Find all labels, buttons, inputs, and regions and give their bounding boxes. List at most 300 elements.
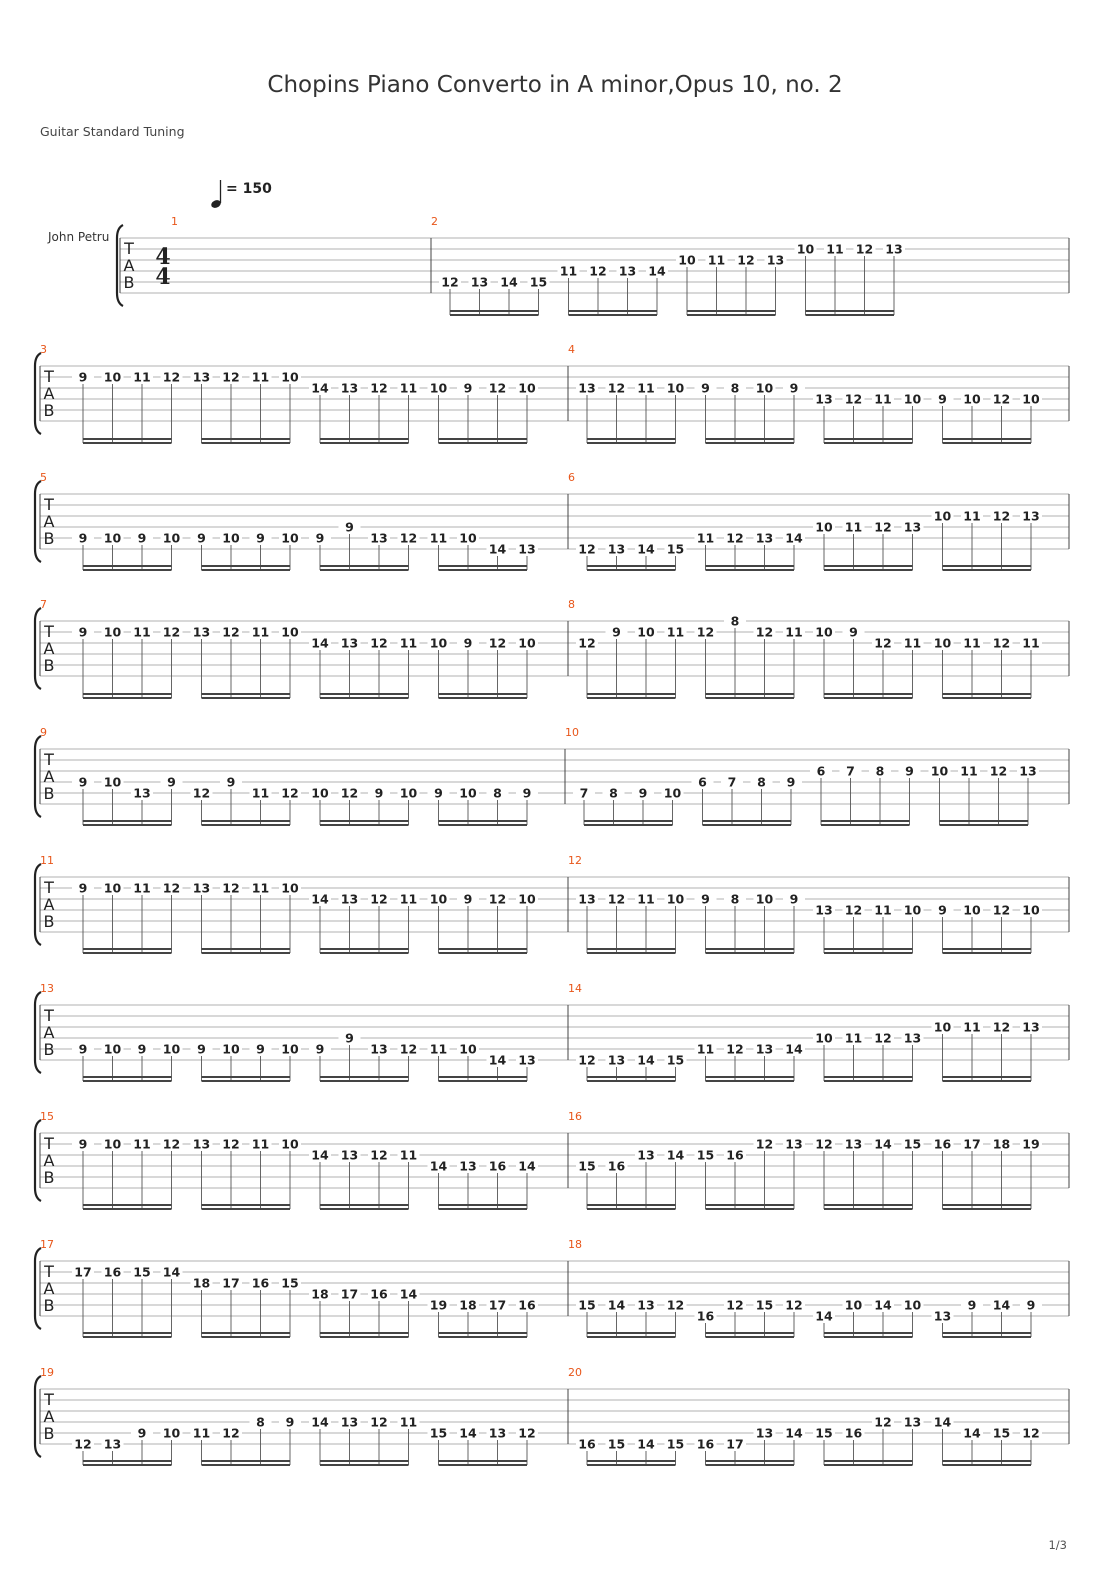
tab-letter-a: A — [43, 1279, 55, 1298]
fret-number: 11 — [251, 880, 270, 896]
fret-number: 10 — [903, 391, 922, 407]
fret-number: 10 — [162, 1425, 181, 1441]
fret-number: 11 — [963, 508, 981, 524]
tab-letter-b: B — [43, 1040, 55, 1059]
fret-number: 15 — [815, 1425, 833, 1441]
fret-number: 8 — [757, 774, 766, 790]
fret-number: 12 — [370, 1414, 388, 1430]
fret-number: 16 — [844, 1425, 863, 1441]
fret-number: 9 — [315, 1041, 325, 1057]
fret-number: 17 — [726, 1436, 744, 1452]
fret-number: 16 — [488, 1158, 507, 1174]
fret-number: 12 — [726, 1041, 744, 1057]
time-signature-bottom: 4 — [155, 264, 171, 290]
tempo-marking: = 150 — [226, 181, 272, 197]
fret-number: 10 — [103, 774, 122, 790]
fret-number: 14 — [785, 1041, 803, 1057]
fret-number: 11 — [192, 1425, 211, 1441]
fret-number: 12 — [222, 1136, 240, 1152]
fret-number: 14 — [399, 1286, 418, 1302]
fret-number: 10 — [281, 1041, 299, 1057]
fret-number: 13 — [578, 380, 596, 396]
fret-number: 15 — [666, 1052, 685, 1068]
fret-number: 11 — [696, 530, 715, 546]
fret-number: 15 — [696, 1147, 715, 1163]
fret-number: 11 — [637, 380, 655, 396]
fret-number: 14 — [162, 1264, 181, 1280]
fret-number: 11 — [960, 763, 978, 779]
fret-number: 10 — [844, 1297, 863, 1313]
fret-number: 12 — [992, 635, 1011, 651]
fret-number: 14 — [429, 1158, 448, 1174]
fret-number: 9 — [137, 1041, 147, 1057]
fret-number: 13 — [785, 1136, 803, 1152]
fret-number: 12 — [844, 902, 863, 918]
fret-number: 12 — [162, 369, 181, 385]
fret-number: 14 — [459, 1425, 477, 1441]
fret-number: 13 — [192, 880, 211, 896]
fret-number: 12 — [441, 274, 459, 290]
fret-number: 13 — [607, 1052, 626, 1068]
fret-number: 13 — [133, 785, 151, 801]
fret-number: 10 — [933, 635, 952, 651]
fret-number: 13 — [470, 274, 489, 290]
fret-number: 6 — [816, 763, 826, 779]
tab-letter-a: A — [43, 1151, 55, 1170]
time-signature-top: 4 — [155, 244, 171, 270]
fret-number: 9 — [849, 624, 858, 640]
fret-number: 11 — [844, 1030, 863, 1046]
fret-number: 9 — [285, 1414, 295, 1430]
measure-number: 10 — [565, 726, 579, 739]
fret-number: 12 — [370, 635, 388, 651]
measure-number: 4 — [568, 343, 575, 356]
fret-number: 12 — [855, 241, 874, 257]
fret-number: 10 — [459, 530, 477, 546]
fret-number: 11 — [399, 635, 418, 651]
measure-number: 1 — [171, 215, 178, 228]
tab-letter-b: B — [43, 1168, 55, 1187]
measure-number: 2 — [431, 215, 438, 228]
fret-number: 12 — [755, 624, 774, 640]
fret-number: 9 — [78, 1136, 88, 1152]
fret-number: 7 — [579, 785, 589, 801]
fret-number: 13 — [637, 1297, 655, 1313]
fret-number: 19 — [429, 1297, 448, 1313]
fret-number: 9 — [137, 530, 147, 546]
fret-number: 10 — [311, 785, 329, 801]
fret-number: 10 — [281, 530, 299, 546]
fret-number: 10 — [1022, 391, 1040, 407]
fret-number: 12 — [370, 380, 388, 396]
fret-number: 13 — [1019, 763, 1037, 779]
fret-number: 13 — [192, 624, 211, 640]
fret-number: 8 — [730, 891, 740, 907]
fret-number: 15 — [578, 1158, 596, 1174]
fret-number: 9 — [789, 891, 799, 907]
fret-number: 14 — [874, 1297, 892, 1313]
measure-number: 7 — [40, 598, 47, 611]
fret-number: 9 — [345, 519, 354, 535]
fret-number: 15 — [666, 541, 685, 557]
tab-letter-a: A — [43, 1407, 55, 1426]
fret-number: 12 — [370, 1147, 388, 1163]
fret-number: 11 — [707, 252, 726, 268]
fret-number: 11 — [844, 519, 863, 535]
fret-number: 16 — [696, 1308, 715, 1324]
fret-number: 12 — [578, 541, 596, 557]
tab-letter-b: B — [43, 1424, 55, 1443]
fret-number: 9 — [789, 380, 799, 396]
tab-letter-a: A — [43, 767, 55, 786]
fret-number: 13 — [370, 1041, 388, 1057]
measure-number: 9 — [40, 726, 47, 739]
fret-number: 13 — [903, 519, 922, 535]
fret-number: 9 — [78, 369, 88, 385]
tab-letter-t: T — [44, 750, 54, 769]
measure-number: 12 — [568, 854, 582, 867]
fret-number: 11 — [637, 891, 655, 907]
fret-number: 10 — [518, 891, 536, 907]
fret-number: 13 — [1022, 1019, 1040, 1035]
fret-number: 10 — [103, 1136, 122, 1152]
fret-number: 10 — [103, 624, 122, 640]
fret-number: 11 — [251, 624, 270, 640]
fret-number: 12 — [726, 1297, 744, 1313]
fret-number: 14 — [785, 530, 803, 546]
fret-number: 10 — [903, 902, 922, 918]
fret-number: 11 — [429, 530, 448, 546]
fret-number: 12 — [162, 1136, 181, 1152]
fret-number: 12 — [74, 1436, 92, 1452]
fret-number: 10 — [815, 624, 833, 640]
fret-number: 14 — [311, 635, 329, 651]
fret-number: 13 — [340, 1147, 359, 1163]
fret-number: 15 — [529, 274, 548, 290]
tab-letter-b: B — [43, 656, 55, 675]
fret-number: 10 — [222, 1041, 240, 1057]
fret-number: 12 — [488, 891, 507, 907]
fret-number: 12 — [607, 380, 626, 396]
fret-number: 16 — [578, 1436, 596, 1452]
fret-number: 12 — [696, 624, 715, 640]
fret-number: 12 — [726, 530, 744, 546]
fret-number: 13 — [192, 369, 211, 385]
fret-number: 11 — [133, 624, 151, 640]
fret-number: 10 — [666, 891, 685, 907]
fret-number: 12 — [370, 891, 388, 907]
instrument-name: John Petru — [48, 230, 110, 244]
tab-letter-a: A — [43, 1023, 55, 1042]
fret-number: 12 — [578, 1052, 596, 1068]
fret-number: 12 — [578, 635, 596, 651]
fret-number: 10 — [222, 530, 240, 546]
fret-number: 14 — [933, 1414, 952, 1430]
tab-letter-t: T — [44, 622, 54, 641]
fret-number: 11 — [133, 1136, 151, 1152]
fret-number: 10 — [666, 380, 685, 396]
fret-number: 16 — [607, 1158, 626, 1174]
fret-number: 10 — [459, 785, 477, 801]
fret-number: 12 — [815, 1136, 833, 1152]
tab-letter-a: A — [123, 256, 135, 275]
fret-number: 13 — [607, 541, 626, 557]
fret-number: 11 — [399, 891, 418, 907]
fret-number: 9 — [78, 624, 88, 640]
fret-number: 14 — [488, 1052, 507, 1068]
fret-number: 11 — [429, 1041, 448, 1057]
fret-number: 9 — [167, 774, 176, 790]
fret-number: 10 — [637, 624, 655, 640]
fret-number: 10 — [429, 891, 448, 907]
tab-letter-b: B — [123, 273, 135, 292]
fret-number: 13 — [340, 635, 359, 651]
fret-number: 11 — [399, 380, 418, 396]
fret-number: 13 — [755, 1041, 774, 1057]
tab-letter-b: B — [43, 401, 55, 420]
fret-number: 8 — [609, 785, 618, 801]
fret-number: 13 — [933, 1308, 952, 1324]
fret-number: 12 — [989, 763, 1008, 779]
fret-number: 9 — [197, 530, 206, 546]
fret-number: 9 — [315, 530, 325, 546]
measure-number: 17 — [40, 1238, 54, 1251]
fret-number: 14 — [311, 380, 329, 396]
fret-number: 10 — [518, 380, 536, 396]
tab-letter-t: T — [44, 367, 54, 386]
fret-number: 19 — [1022, 1136, 1040, 1152]
measure-number: 15 — [40, 1110, 54, 1123]
fret-number: 10 — [281, 880, 299, 896]
fret-number: 16 — [251, 1275, 270, 1291]
fret-number: 11 — [963, 635, 981, 651]
fret-number: 9 — [786, 774, 796, 790]
fret-number: 14 — [874, 1136, 892, 1152]
fret-number: 10 — [281, 1136, 299, 1152]
fret-number: 10 — [103, 530, 122, 546]
fret-number: 14 — [666, 1147, 685, 1163]
fret-number: 14 — [311, 1147, 329, 1163]
fret-number: 10 — [933, 1019, 952, 1035]
fret-number: 14 — [311, 1414, 329, 1430]
fret-number: 16 — [726, 1147, 744, 1163]
fret-number: 12 — [162, 880, 181, 896]
fret-number: 9 — [938, 391, 947, 407]
tab-letter-a: A — [43, 384, 55, 403]
fret-number: 9 — [78, 530, 88, 546]
fret-number: 12 — [488, 380, 507, 396]
fret-number: 10 — [1022, 902, 1040, 918]
fret-number: 7 — [727, 774, 737, 790]
fret-number: 14 — [815, 1308, 833, 1324]
fret-number: 14 — [963, 1425, 981, 1441]
fret-number: 12 — [518, 1425, 536, 1441]
fret-number: 11 — [559, 263, 578, 279]
fret-number: 10 — [518, 635, 536, 651]
fret-number: 9 — [1026, 1297, 1036, 1313]
fret-number: 12 — [222, 624, 240, 640]
fret-number: 12 — [399, 530, 418, 546]
fret-number: 16 — [103, 1264, 122, 1280]
fret-number: 16 — [933, 1136, 952, 1152]
fret-number: 12 — [874, 1030, 892, 1046]
fret-number: 12 — [874, 1414, 892, 1430]
fret-number: 13 — [103, 1436, 122, 1452]
fret-number: 10 — [281, 369, 299, 385]
fret-number: 9 — [78, 774, 88, 790]
page-title: Chopins Piano Converto in A minor,Opus 10, no. 2 — [267, 72, 843, 98]
tab-letter-t: T — [44, 1390, 54, 1409]
fret-number: 12 — [222, 369, 240, 385]
fret-number: 12 — [192, 785, 211, 801]
fret-number: 18 — [459, 1297, 477, 1313]
fret-number: 9 — [345, 1030, 354, 1046]
fret-number: 12 — [874, 519, 892, 535]
fret-number: 15 — [281, 1275, 299, 1291]
fret-number: 18 — [192, 1275, 211, 1291]
fret-number: 11 — [251, 369, 270, 385]
fret-number: 13 — [755, 530, 774, 546]
fret-number: 12 — [607, 891, 626, 907]
tab-letter-b: B — [43, 529, 55, 548]
fret-number: 13 — [766, 252, 785, 268]
measure-number: 18 — [568, 1238, 582, 1251]
tab-letter-t: T — [44, 1006, 54, 1025]
fret-number: 6 — [698, 774, 707, 790]
fret-number: 15 — [666, 1436, 685, 1452]
fret-number: 10 — [933, 508, 952, 524]
fret-number: 10 — [963, 391, 981, 407]
fret-number: 10 — [796, 241, 815, 257]
fret-number: 10 — [755, 380, 774, 396]
fret-number: 15 — [755, 1297, 774, 1313]
fret-number: 13 — [518, 541, 536, 557]
fret-number: 11 — [251, 785, 270, 801]
fret-number: 12 — [844, 391, 863, 407]
fret-number: 10 — [103, 369, 122, 385]
fret-number: 17 — [222, 1275, 240, 1291]
fret-number: 12 — [340, 785, 359, 801]
fret-number: 7 — [846, 763, 855, 779]
fret-number: 15 — [607, 1436, 626, 1452]
fret-number: 13 — [340, 891, 359, 907]
fret-number: 12 — [874, 635, 892, 651]
fret-number: 9 — [137, 1425, 147, 1441]
fret-number: 14 — [607, 1297, 626, 1313]
page-number: 1/3 — [1048, 1538, 1067, 1552]
fret-number: 11 — [874, 902, 892, 918]
fret-number: 10 — [162, 530, 181, 546]
fret-number: 9 — [612, 624, 621, 640]
fret-number: 13 — [518, 1052, 536, 1068]
fret-number: 12 — [666, 1297, 685, 1313]
fret-number: 8 — [875, 763, 885, 779]
tab-letter-a: A — [43, 639, 55, 658]
tab-letter-b: B — [43, 784, 55, 803]
fret-number: 15 — [133, 1264, 151, 1280]
fret-number: 9 — [256, 1041, 265, 1057]
fret-number: 9 — [701, 380, 710, 396]
fret-number: 10 — [459, 1041, 477, 1057]
measure-number: 20 — [568, 1366, 582, 1379]
fret-number: 13 — [903, 1414, 922, 1430]
tuning-label: Guitar Standard Tuning — [40, 124, 185, 139]
fret-number: 9 — [701, 891, 710, 907]
fret-number: 11 — [903, 635, 922, 651]
fret-number: 10 — [903, 1297, 922, 1313]
fret-number: 15 — [903, 1136, 922, 1152]
fret-number: 12 — [222, 880, 240, 896]
tab-letter-b: B — [43, 1296, 55, 1315]
fret-number: 11 — [251, 1136, 270, 1152]
fret-number: 12 — [992, 1019, 1011, 1035]
fret-number: 10 — [678, 252, 696, 268]
fret-number: 9 — [463, 635, 473, 651]
fret-number: 11 — [963, 1019, 981, 1035]
fret-number: 9 — [638, 785, 648, 801]
measure-number: 5 — [40, 471, 47, 484]
fret-number: 13 — [903, 1030, 922, 1046]
fret-number: 10 — [429, 635, 448, 651]
fret-number: 13 — [755, 1425, 774, 1441]
fret-number: 9 — [434, 785, 443, 801]
measure-number: 16 — [568, 1110, 582, 1123]
fret-number: 15 — [992, 1425, 1011, 1441]
fret-number: 10 — [815, 519, 833, 535]
fret-number: 10 — [281, 624, 299, 640]
fret-number: 11 — [133, 369, 151, 385]
tab-letter-a: A — [43, 895, 55, 914]
fret-number: 10 — [162, 1041, 181, 1057]
fret-number: 12 — [1022, 1425, 1040, 1441]
fret-number: 12 — [992, 902, 1011, 918]
fret-number: 9 — [938, 902, 947, 918]
fret-number: 10 — [930, 763, 949, 779]
fret-number: 9 — [78, 880, 88, 896]
fret-number: 11 — [1022, 635, 1040, 651]
fret-number: 12 — [755, 1136, 774, 1152]
fret-number: 11 — [696, 1041, 715, 1057]
fret-number: 8 — [730, 380, 740, 396]
fret-number: 14 — [637, 1436, 655, 1452]
fret-number: 16 — [518, 1297, 536, 1313]
fret-number: 10 — [103, 1041, 122, 1057]
fret-number: 13 — [815, 391, 833, 407]
tab-letter-a: A — [43, 512, 55, 531]
tab-letter-t: T — [44, 1134, 54, 1153]
fret-number: 12 — [992, 391, 1011, 407]
fret-number: 13 — [618, 263, 637, 279]
fret-number: 13 — [340, 1414, 359, 1430]
fret-number: 9 — [226, 774, 236, 790]
fret-number: 11 — [826, 241, 844, 257]
fret-number: 9 — [78, 1041, 88, 1057]
fret-number: 12 — [399, 1041, 418, 1057]
fret-number: 18 — [311, 1286, 329, 1302]
fret-number: 10 — [663, 785, 682, 801]
fret-number: 13 — [192, 1136, 211, 1152]
fret-number: 12 — [488, 635, 507, 651]
fret-number: 10 — [429, 380, 448, 396]
fret-number: 8 — [493, 785, 502, 801]
fret-number: 14 — [637, 541, 655, 557]
measure-number: 6 — [568, 471, 575, 484]
fret-number: 9 — [463, 891, 473, 907]
fret-number: 13 — [885, 241, 903, 257]
fret-number: 12 — [737, 252, 755, 268]
fret-number: 10 — [815, 1030, 833, 1046]
fret-number: 11 — [874, 391, 892, 407]
